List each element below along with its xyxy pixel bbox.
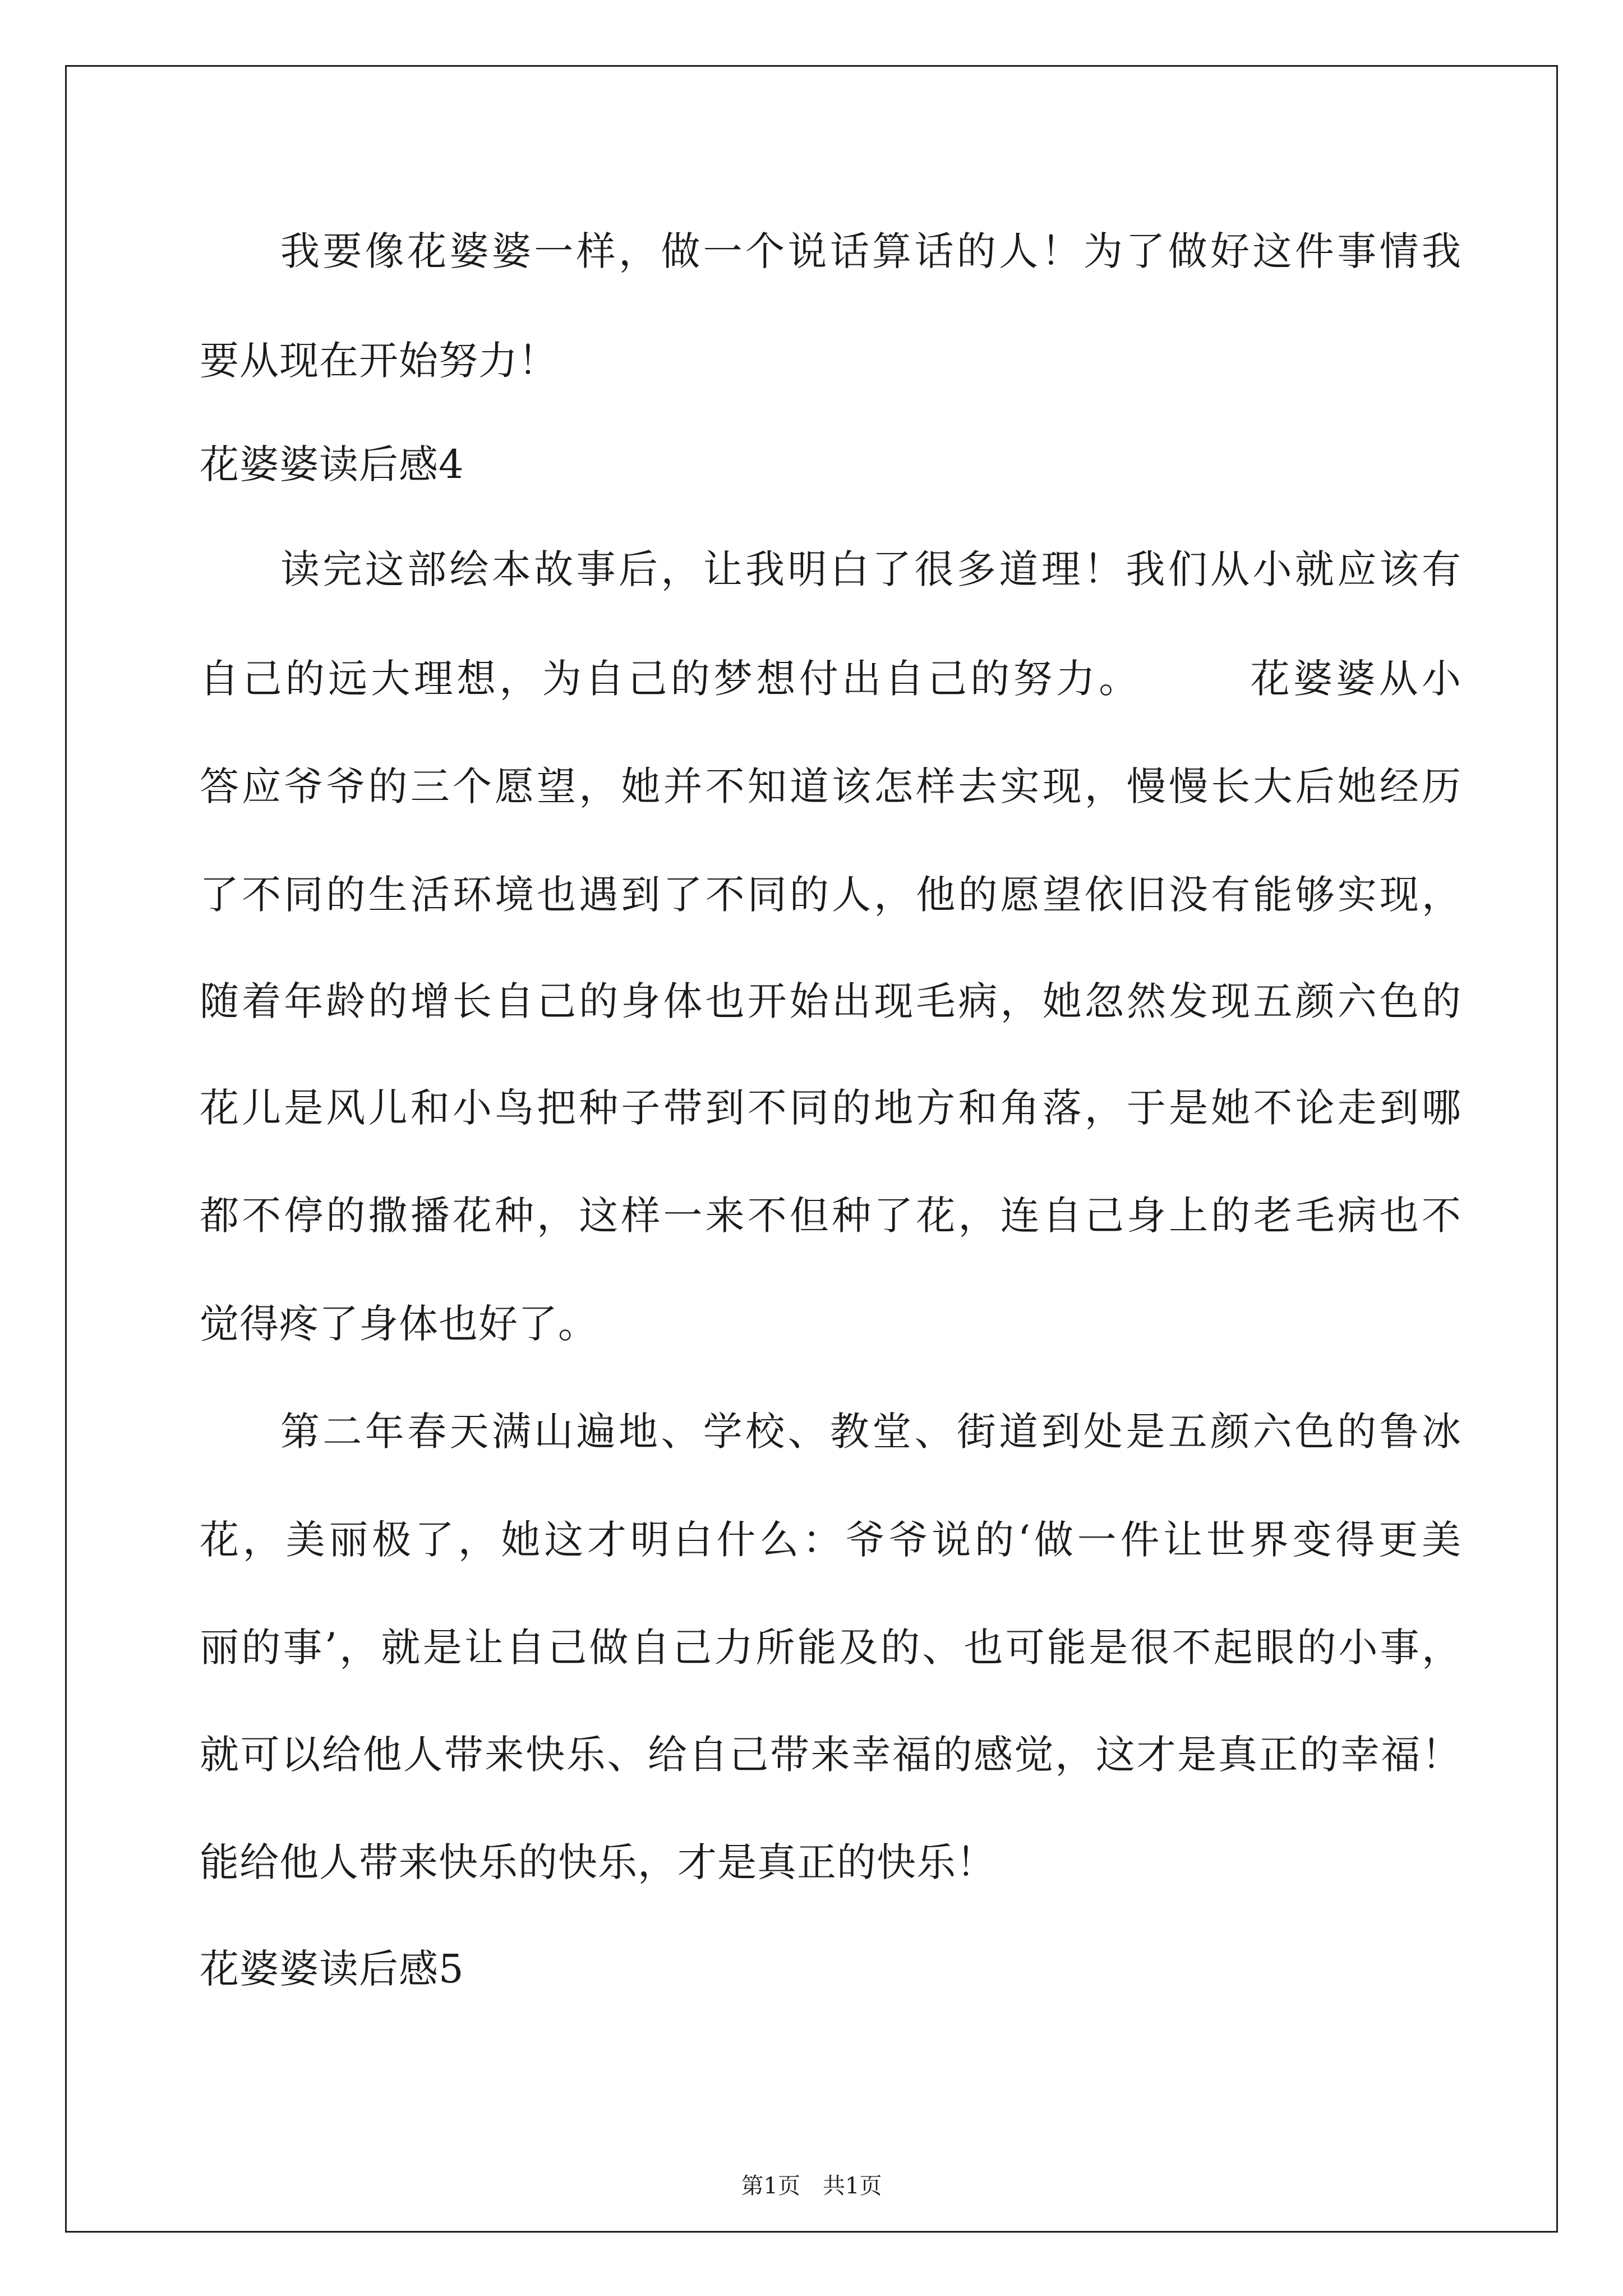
section-heading: 花婆婆读后感4 (200, 441, 464, 487)
section-heading: 花婆婆读后感5 (200, 1946, 464, 1992)
paragraph-line: 要从现在开始努力！ (200, 338, 558, 384)
paragraph-line: 丽的事’，就是让自己做自己力所能及的、也可能是很不起眼的小事， (200, 1625, 1461, 1671)
paragraph-line: 能给他人带来快乐的快乐，才是真正的快乐！ (200, 1839, 996, 1885)
paragraph-line: 第二年春天满山遍地、学校、教堂、街道到处是五颜六色的鲁冰 (280, 1409, 1461, 1455)
paragraph-line: 自己的远大理想，为自己的梦想付出自己的努力。 花婆婆从小 (200, 656, 1461, 702)
paragraph-line: 随着年龄的增长自己的身体也开始出现毛病，她忽然发现五颜六色的 (200, 978, 1461, 1024)
paragraph-line: 答应爷爷的三个愿望，她并不知道该怎样去实现，慢慢长大后她经历 (200, 763, 1461, 809)
paragraph-line: 花，美丽极了，她这才明白什么：爷爷说的‘做一件让世界变得更美 (200, 1517, 1461, 1563)
paragraph-line: 了不同的生活环境也遇到了不同的人，他的愿望依旧没有能够实现， (200, 872, 1461, 918)
paragraph-line: 都不停的撒播花种，这样一来不但种了花，连自己身上的老毛病也不 (200, 1193, 1461, 1239)
paragraph-line: 读完这部绘本故事后，让我明白了很多道理！我们从小就应该有 (280, 546, 1461, 592)
page-number-footer: 第1页 共1页 (741, 2173, 882, 2199)
paragraph-line: 花儿是风儿和小鸟把种子带到不同的地方和角落，于是她不论走到哪 (200, 1085, 1461, 1131)
paragraph-line: 我要像花婆婆一样，做一个说话算话的人！为了做好这件事情我 (280, 228, 1461, 274)
paragraph-line: 觉得疼了身体也好了。 (200, 1301, 598, 1347)
paragraph-line: 就可以给他人带来快乐、给自己带来幸福的感觉，这才是真正的幸福！ (200, 1732, 1461, 1778)
